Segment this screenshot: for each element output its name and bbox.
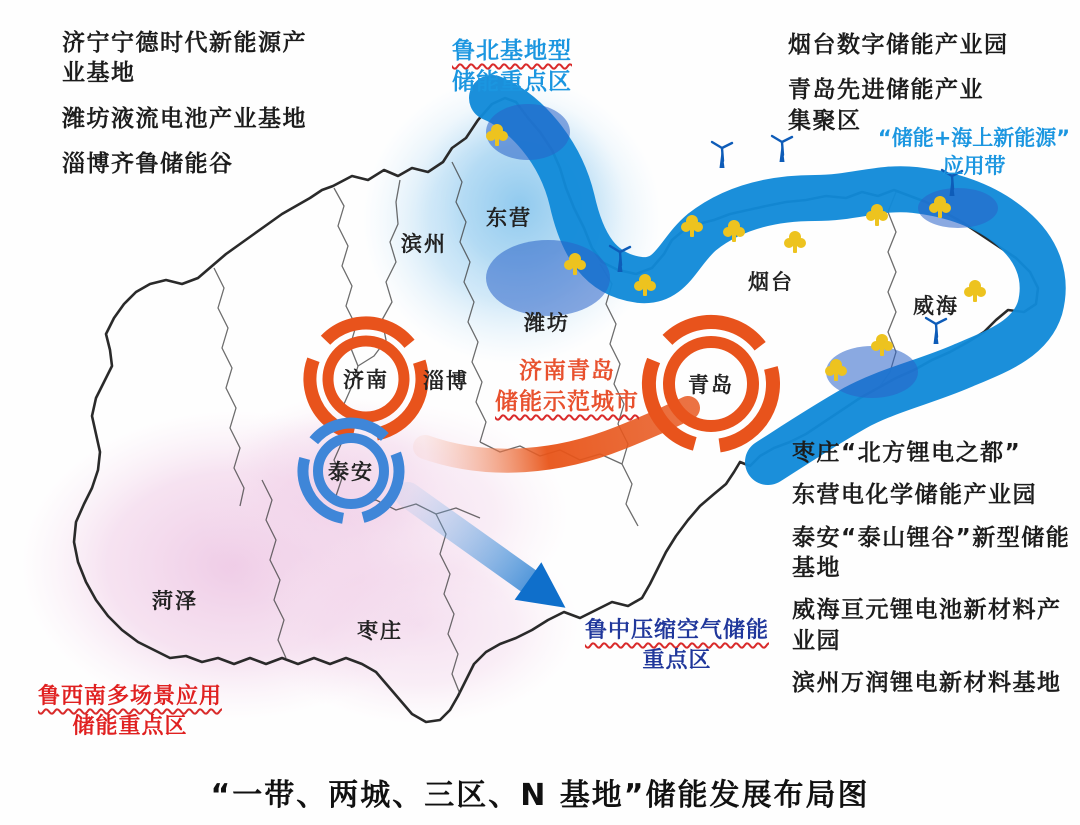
bases-left-list <box>62 28 330 194</box>
base-item: 东营电化学储能产业园 <box>792 482 1037 509</box>
city-label-jinan: 济南 <box>343 368 389 392</box>
jinan-qingdao-label: 济南青岛 储能示范城市 <box>495 358 639 416</box>
city-label-heze: 菏泽 <box>152 589 198 613</box>
city-label-qingdao: 青岛 <box>688 373 734 397</box>
luzhong-region-label: 鲁中压缩空气储能 重点区 <box>584 618 769 673</box>
base-item: 滨州万润锂电新材料基地 <box>792 670 1062 697</box>
city-label-binzhou: 滨州 <box>401 232 447 256</box>
base-item: 烟台数字储能产业园 <box>788 32 1009 58</box>
base-item: 淄博齐鲁储能谷 <box>62 151 234 178</box>
map-title: “一带、两城、三区、N 基地”储能发展布局图 <box>210 778 870 813</box>
city-label-zaozhuang: 枣庄 <box>357 619 403 643</box>
base-item: 青岛先进储能产业集聚区 <box>788 77 984 134</box>
city-label-yantai: 烟台 <box>748 270 794 294</box>
base-item: 济宁宁德时代新能源产业基地 <box>62 30 307 87</box>
city-label-zibo: 淄博 <box>423 369 469 393</box>
bases-right-list <box>792 438 1080 711</box>
city-label-dongying: 东营 <box>486 206 532 230</box>
base-item: 潍坊液流电池产业基地 <box>62 105 307 132</box>
luxinan-region-label: 鲁西南多场景应用 储能重点区 <box>37 684 222 739</box>
base-item: 威海亘元锂电池新材料产业园 <box>792 597 1062 654</box>
base-item: 泰安“泰山锂谷”新型储能基地 <box>792 524 1071 582</box>
offshore-band-label: “储能+海上新能源” 应用带 <box>877 126 1071 179</box>
base-item: 枣庄“北方锂电之都” <box>792 440 1022 466</box>
city-label-taian: 泰安 <box>328 460 374 484</box>
city-label-weihai: 威海 <box>913 294 959 318</box>
lubei-region-label: 鲁北基地型 储能重点区 <box>452 38 572 96</box>
city-label-weifang: 潍坊 <box>524 311 570 335</box>
